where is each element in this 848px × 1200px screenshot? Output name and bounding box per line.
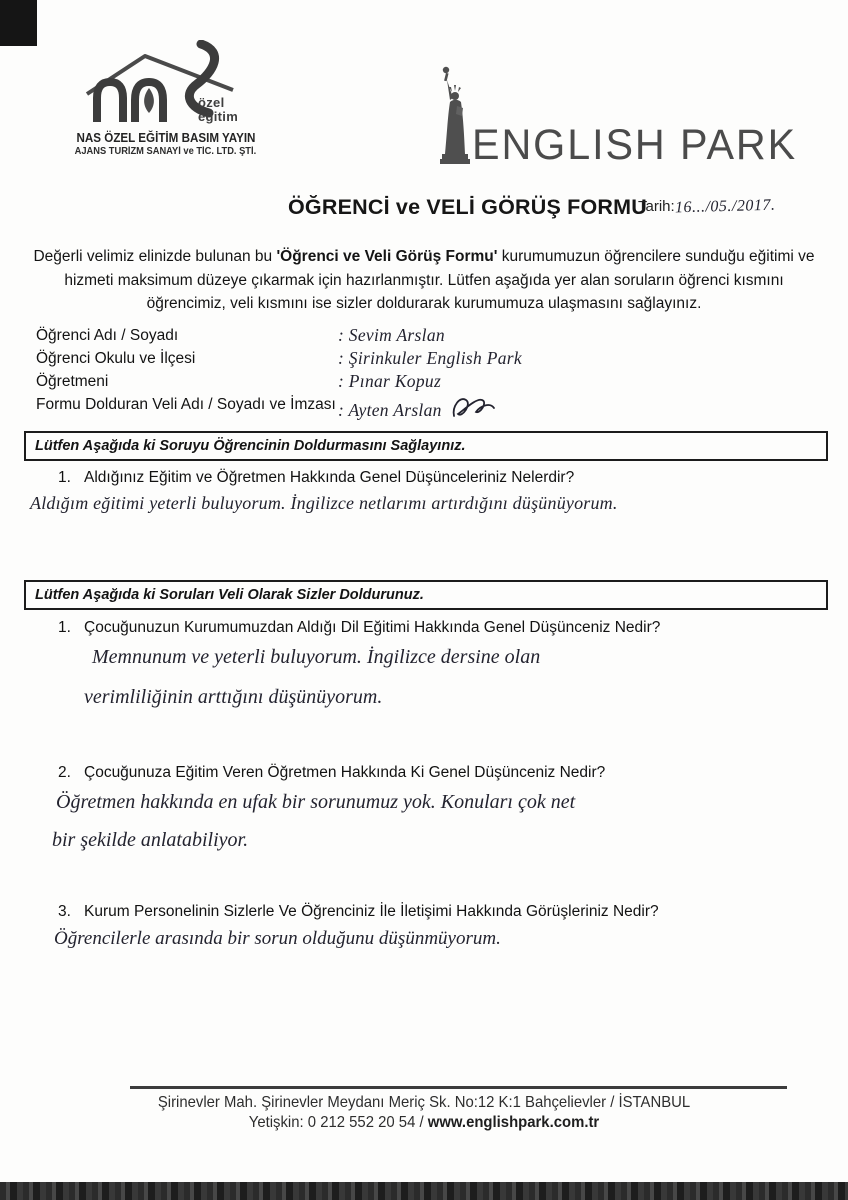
intro-paragraph [28,245,820,316]
parent-question-2 [58,764,605,782]
company-name-line2: AJANS TURİZM SANAYİ ve TİC. LTD. ŞTİ. [74,146,257,157]
brand-name: ENGLISH PARK [472,121,798,170]
english-park-brand [438,60,838,170]
field-handwritten-value: : Ayten Arslan [338,394,496,422]
parent-section-header: Lütfen Aşağıda ki Soruları Veli Olarak Sizler Doldurunuz. [24,580,828,610]
parent-answer-2-line2: bir şekilde anlatabiliyor. [52,829,249,851]
footer-address: Şirinevler Mah. Şirinevler Meydanı Meriç Sk. No:12 K:1 Bahçelievler / İSTANBUL [157,1094,691,1111]
footer-phone: Yetişkin: 0 212 552 20 54 [248,1114,416,1131]
nas-logo-block [70,40,256,157]
date-handwritten-value: 16.../05./2017. [674,196,776,217]
identity-fields [36,325,816,420]
field-label: Öğrenci Adı / Soyadı [36,327,179,344]
intro-text-bold: 'Öğrenci ve Veli Görüş Formu' [276,248,498,265]
field-label: Öğretmeni [36,373,109,390]
student-question-1 [58,469,574,487]
question-number: 2. [58,764,71,781]
scan-corner-artifact [0,0,37,46]
question-text: Çocuğunuza Eğitim Veren Öğretmen Hakkında Ki Genel Düşünceniz Nedir? [84,764,606,781]
statue-of-liberty-icon [438,62,472,166]
field-handwritten-value: : Pınar Kopuz [338,371,442,391]
footer-separator: / [415,1114,428,1131]
form-title: ÖĞRENCİ ve VELİ GÖRÜŞ FORMU [288,195,647,219]
field-handwritten-value: : Şirinkuler English Park [338,348,522,368]
intro-text-pre: Değerli velimiz elinizde bulunan bu [33,248,277,265]
parent-answer-2-line1: Öğretmen hakkında en ufak bir sorunumuz yok. Konuları çok net [56,791,576,813]
parent-answer-1-line2: verimliliğinin arttığını düşünüyorum. [84,686,383,708]
footer-contact [30,1114,819,1132]
logo-tagline-line2: eğitim [198,109,239,124]
question-number: 1. [58,619,71,636]
question-text: Aldığınız Eğitim ve Öğretmen Hakkında Genel Düşünceleriniz Nelerdir? [84,469,575,486]
parent-answer-1-line1: Memnunum ve yeterli buluyorum. İngilizce dersine olan [92,646,541,668]
company-name-line1: NAS ÖZEL EĞİTİM BASIM YAYIN [76,131,256,145]
field-parent-name-signature [36,394,816,420]
student-section-header: Lütfen Aşağıda ki Soruyu Öğrencinin Doldurmasını Sağlayınız. [24,431,828,461]
date-field [638,198,775,216]
field-teacher [36,371,816,394]
field-label: Öğrenci Okulu ve İlçesi [36,350,196,367]
date-label: Tarih: [638,198,675,215]
parent-answer-3-line1: Öğrencilerle arasında bir sorun olduğunu düşünmüyorum. [54,928,501,949]
parent-question-3 [58,903,659,921]
footer-website: www.englishpark.com.tr [427,1114,600,1131]
student-answer-1: Aldığım eğitimi yeterli buluyorum. İngilizce netlarımı artırdığını düşünüyorum. [30,493,618,513]
question-text: Kurum Personelinin Sizlerle Ve Öğrenciniz İle İletişimi Hakkında Görüşleriniz Nedir? [84,903,659,920]
signature-icon [450,394,496,422]
question-number: 3. [58,903,71,920]
footer-divider [130,1086,787,1089]
logo-tagline-line1: özel [198,95,225,110]
field-label: Formu Dolduran Veli Adı / Soyadı ve İmzası [36,396,336,413]
question-text: Çocuğunuzun Kurumumuzdan Aldığı Dil Eğitimi Hakkında Genel Düşünceniz Nedir? [84,619,661,636]
question-number: 1. [58,469,71,486]
parent-question-1 [58,619,660,637]
logo-tagline [198,96,238,124]
field-student-school [36,348,816,371]
scan-bottom-edge-artifact [0,1182,848,1200]
intro-text-post: kurumumuzun öğrencilere sunduğu eğitimi ve hizmeti maksimum düzeye çıkarmak için hazırlanmıştır. Lütfen aşağıda yer alan soruların öğrenci kısmını öğrencimiz, veli kısmını ise sizler doldurarak kurumumuza ulaşmasını sağlayınız. [64,248,815,312]
field-handwritten-value: : Sevim Arslan [338,325,445,345]
field-student-name [36,325,816,348]
